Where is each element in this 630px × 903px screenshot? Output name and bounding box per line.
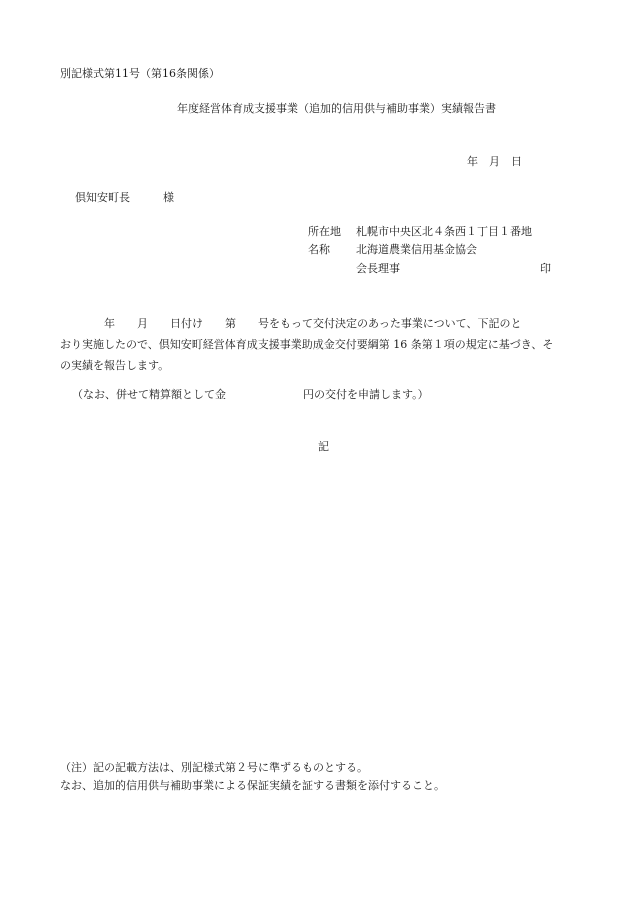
- body-paragraph: [60, 313, 553, 376]
- note-line: なお、追加的信用供与補助事業による保証実績を証する書類を添付すること。: [60, 779, 445, 792]
- seal-mark: 印: [540, 262, 551, 275]
- address-label: 所在地: [308, 225, 341, 238]
- representative-title: 会長理事: [356, 262, 400, 275]
- name-value: 北海道農業信用基金協会: [356, 243, 477, 256]
- body-line: の実績を報告します。: [60, 359, 170, 372]
- date-line: 年 月 日: [467, 155, 522, 168]
- name-label: 名称: [308, 243, 330, 256]
- ki-heading: 記: [318, 440, 329, 453]
- address-value: 札幌市中央区北４条西１丁目１番地: [356, 225, 532, 238]
- addressee: 倶知安町長 様: [75, 191, 174, 204]
- note-line: （注）記の記載方法は、別記様式第２号に準ずるものとする。: [60, 761, 368, 774]
- body-line: 年 月 日付け 第 号をもって交付決定のあった事業について、下記のと: [60, 317, 522, 330]
- document-title: 年度経営体育成支援事業（追加的信用供与補助事業）実績報告書: [177, 102, 496, 115]
- body-line: おり実施したので、倶知安町経営体育成支援事業助成金交付要綱第 16 条第１項の規定に基づき、そ: [60, 338, 554, 351]
- form-number: 別記様式第11号（第16条関係）: [60, 67, 220, 80]
- request-note: （なお、併せて精算額として金 円の交付を申請します。）: [72, 388, 429, 401]
